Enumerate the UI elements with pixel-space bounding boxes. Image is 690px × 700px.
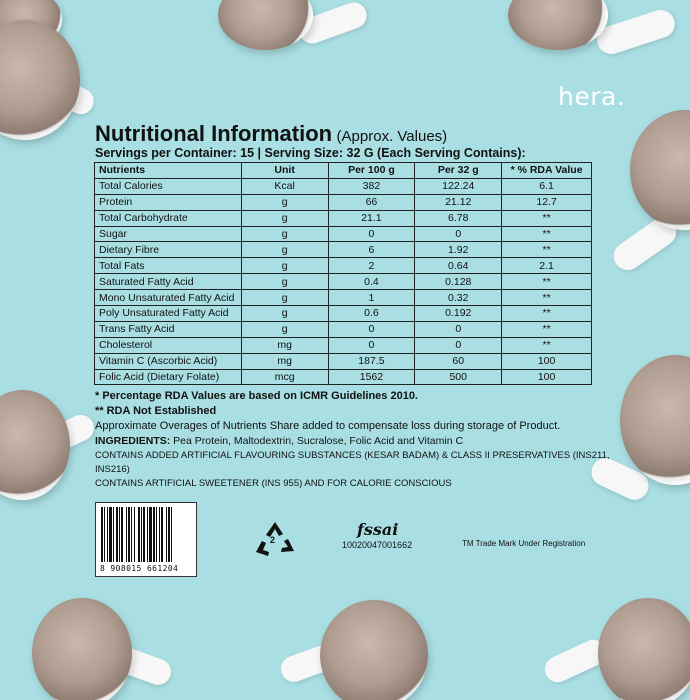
table-row [95,226,592,242]
recycle-code: 2 [270,535,276,545]
table-row [95,306,592,322]
fssai-number: 10020047001662 [342,540,413,550]
nutrient-per-100g: 0 [328,226,415,242]
servings-line: Servings per Container: 15 | Serving Size: 32 G (Each Serving Contains): [95,146,526,160]
barcode-bar [172,507,174,562]
nutrient-per-32g: 500 [415,369,502,385]
nutrient-per-32g: 60 [415,353,502,369]
nutrient-per-100g: 6 [328,242,415,258]
ingredients-line [95,434,615,449]
nutrient-unit: g [241,194,328,210]
nutrient-rda: ** [502,290,592,306]
table-body [95,178,592,385]
nutrient-per-100g: 0 [328,337,415,353]
nutrient-name: Vitamin C (Ascorbic Acid) [95,353,242,369]
nutrient-name: Total Carbohydrate [95,210,242,226]
table-row [95,274,592,290]
nutrient-name: Cholesterol [95,337,242,353]
nutrient-per-32g: 21.12 [415,194,502,210]
nutrient-per-32g: 0.64 [415,258,502,274]
notes-section [95,389,615,491]
barcode-bars [101,507,193,562]
nutrient-rda: ** [502,226,592,242]
table-row [95,290,592,306]
nutrient-per-32g: 1.92 [415,242,502,258]
nutrient-unit: g [241,290,328,306]
header-per-32g: Per 32 g [415,163,502,179]
nutrient-per-32g: 0.192 [415,306,502,322]
header-nutrients: Nutrients [95,163,242,179]
nutrition-title [95,121,447,147]
nutrient-name: Folic Acid (Dietary Folate) [95,369,242,385]
nutrient-per-32g: 6.78 [415,210,502,226]
rda-basis-note: * Percentage RDA Values are based on ICMR Guidelines 2010. [95,390,418,402]
nutrient-unit: mg [241,337,328,353]
table-header-row [95,163,592,179]
barcode [95,502,197,577]
table-row [95,178,592,194]
nutrient-per-100g: 382 [328,178,415,194]
nutrient-rda: 12.7 [502,194,592,210]
header-unit: Unit [241,163,328,179]
nutrient-name: Poly Unsaturated Fatty Acid [95,306,242,322]
nutrient-per-32g: 0 [415,337,502,353]
nutrient-rda: 100 [502,353,592,369]
table-row [95,337,592,353]
nutrient-name: Trans Fatty Acid [95,321,242,337]
nutrient-unit: g [241,242,328,258]
ingredients-label: INGREDIENTS: [95,435,171,447]
table-row [95,321,592,337]
nutrient-per-100g: 187.5 [328,353,415,369]
nutrient-unit: mg [241,353,328,369]
nutrient-rda: 6.1 [502,178,592,194]
nutrient-name: Sugar [95,226,242,242]
header-rda: * % RDA Value [502,163,592,179]
nutrient-per-32g: 0 [415,226,502,242]
nutrient-unit: g [241,306,328,322]
flavour-line: CONTAINS ADDED ARTIFICIAL FLAVOURING SUBSTANCES (KESAR BADAM) & CLASS II PRESERVATIVES (INS211, INS216) [95,450,610,475]
nutrient-per-100g: 66 [328,194,415,210]
title-main: Nutritional Information [95,121,333,146]
nutrient-name: Dietary Fibre [95,242,242,258]
nutrient-unit: Kcal [241,178,328,194]
nutrient-per-100g: 1562 [328,369,415,385]
nutrient-rda: 100 [502,369,592,385]
table-row [95,194,592,210]
title-suffix: (Approx. Values) [336,128,448,145]
nutrient-unit: g [241,274,328,290]
ingredients-text: Pea Protein, Maltodextrin, Sucralose, Folic Acid and Vitamin C [170,435,464,447]
nutrient-name: Saturated Fatty Acid [95,274,242,290]
nutrient-name: Protein [95,194,242,210]
rda-not-established-note: ** RDA Not Established [95,405,217,417]
nutrient-per-32g: 0 [415,321,502,337]
nutrient-per-100g: 1 [328,290,415,306]
barcode-number: 8 908015 661204 [100,564,179,573]
nutrient-rda: ** [502,242,592,258]
nutrition-table [94,162,592,385]
nutrient-rda: ** [502,337,592,353]
nutrient-per-100g: 21.1 [328,210,415,226]
nutrient-per-100g: 0 [328,321,415,337]
table-row [95,258,592,274]
fssai-logo: fssai [357,520,399,539]
nutrient-per-32g: 0.128 [415,274,502,290]
nutrient-unit: g [241,226,328,242]
header-per-100g: Per 100 g [328,163,415,179]
table-row [95,353,592,369]
nutrient-per-32g: 0.32 [415,290,502,306]
nutrient-rda: ** [502,306,592,322]
nutrient-rda: ** [502,274,592,290]
sweetener-line: CONTAINS ARTIFICIAL SWEETENER (INS 955) AND FOR CALORIE CONSCIOUS [95,478,452,489]
nutrient-rda: 2.1 [502,258,592,274]
nutrient-unit: g [241,321,328,337]
trademark-text: TM Trade Mark Under Registration [462,539,586,548]
nutrient-rda: ** [502,321,592,337]
table-row [95,369,592,385]
nutrient-per-32g: 122.24 [415,178,502,194]
nutrient-name: Mono Unsaturated Fatty Acid [95,290,242,306]
table-row [95,242,592,258]
nutrient-unit: g [241,210,328,226]
nutrient-per-100g: 0.4 [328,274,415,290]
nutrient-per-100g: 2 [328,258,415,274]
nutrient-unit: g [241,258,328,274]
nutrient-name: Total Fats [95,258,242,274]
nutrient-per-100g: 0.6 [328,306,415,322]
overages-note: Approximate Overages of Nutrients Share added to compensate loss during storage of Product. [95,420,561,432]
nutrient-rda: ** [502,210,592,226]
nutrient-unit: mcg [241,369,328,385]
nutrient-name: Total Calories [95,178,242,194]
table-row [95,210,592,226]
brand-logo: hera. [558,82,626,111]
